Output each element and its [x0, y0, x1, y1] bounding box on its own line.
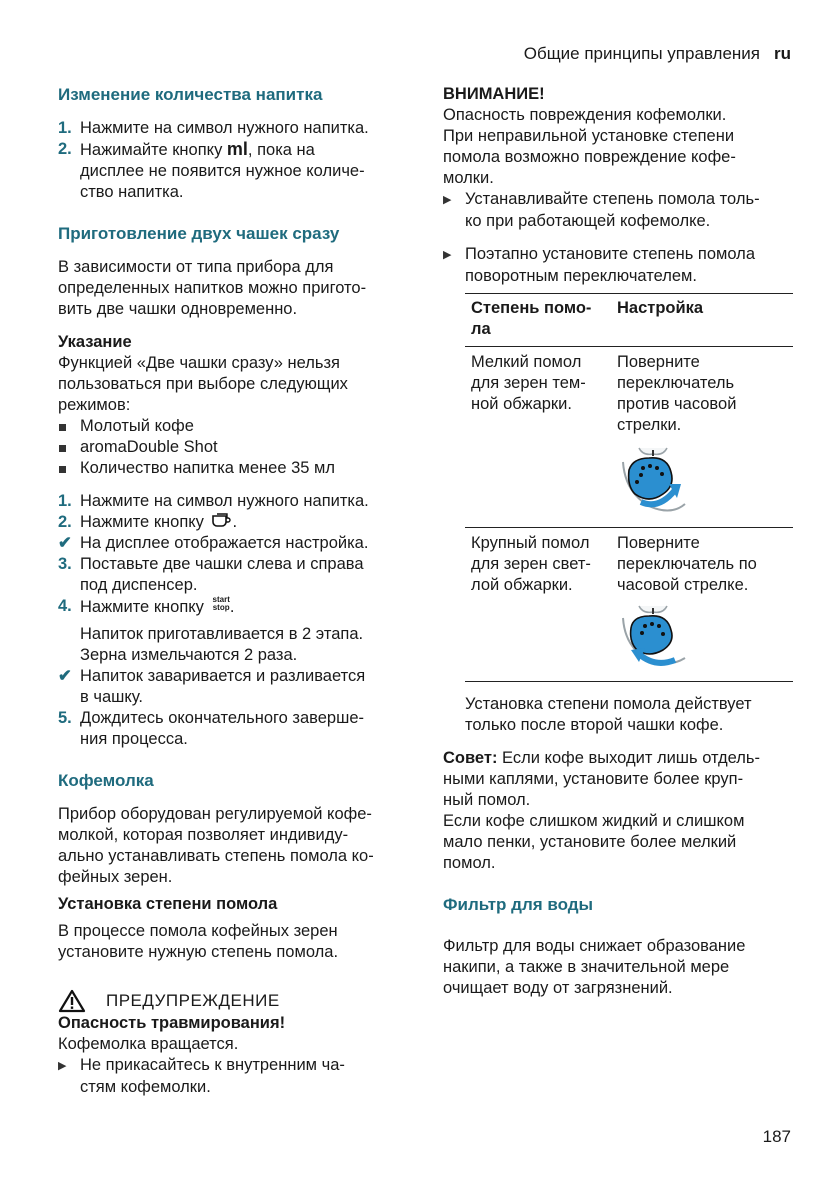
- section-title-volume: Изменение количества напитка: [58, 85, 323, 104]
- attention-title: ВНИМАНИЕ!: [443, 85, 545, 103]
- right-column: ВНИМАНИЕ! Опасность повреждения кофемолки. При неправильной установке степени помола возможно повреждение кофе- молки. ▶ Устанавливайте степень помола толь- ко при работающей кофемолке. ▶ Поэтапно установите степень помола поворотным переключателем. Степень помо- ла Настройка Мелкий помол для зерен тем- ной обжарки. Поверните переключатель против часовой стрелки. Крупный помол для зерен свет- лой обжарки. Поверните переключатель по часовой стрелке. Установка степени помола действует только после второй чашки кофе. Совет: Если кофе выходит лишь отдель- ными каплями, установите более круп- ный помол. Если кофе слишком жидкий и слишком мало пенки, установите более мелкий помол. Фильтр для воды Фильтр для воды снижает образование накипи, а также в значительной мере очищает воду от загрязнений.: [443, 84, 793, 999]
- section-title-grinder: Кофемолка: [58, 771, 154, 790]
- arrow-right-icon: ▶: [443, 249, 452, 261]
- list-item: 1. Нажмите на символ нужного напитка.: [58, 492, 369, 510]
- arrow-right-icon: ▶: [443, 194, 452, 206]
- list-item: ✔ Напиток заваривается и разливается: [58, 667, 366, 685]
- arrow-right-icon: ▶: [58, 1060, 67, 1072]
- list-item: ✔ На дисплее отображается настройка.: [58, 534, 369, 552]
- table-row: Мелкий помол для зерен тем- ной обжарки. Поверните переключатель против часовой стрелки.: [465, 347, 793, 528]
- grind-knob-counterclockwise-icon: [619, 444, 689, 516]
- list-item: Количество напитка менее 35 мл: [58, 458, 408, 479]
- list-item: 2. Нажмите кнопку .: [58, 513, 238, 531]
- note-title: Указание: [58, 333, 132, 351]
- list-item: ▶ Поэтапно установите степень помола: [443, 244, 793, 266]
- table-header: Степень помо- ла Настройка: [465, 294, 793, 347]
- list-item: ▶ Устанавливайте степень помола толь-: [443, 189, 793, 211]
- page-number: 187: [762, 1127, 791, 1146]
- page-header: [524, 44, 791, 64]
- list-item: 5. Дождитесь окончательного заверше-: [58, 709, 365, 727]
- list-item: 3. Поставьте две чашки слева и справа: [58, 555, 364, 573]
- grind-table: [465, 293, 793, 682]
- table-row: Крупный помол для зерен свет- лой обжарки. Поверните переключатель по часовой стрелке.: [465, 528, 793, 682]
- section-title-water-filter: Фильтр для воды: [443, 895, 594, 914]
- check-icon: ✔: [58, 667, 72, 685]
- start-stop-button-symbol: start stop: [212, 595, 230, 612]
- list-item: 2. Нажимайте кнопку ml, пока на: [58, 139, 315, 159]
- section-title-two-cups: Приготовление двух чашек сразу: [58, 224, 340, 243]
- header-title: Общие принципы управления: [523, 44, 760, 63]
- check-icon: ✔: [58, 534, 72, 552]
- list-item: aromaDouble Shot: [58, 437, 408, 458]
- list-item: ▶ Не прикасайтесь к внутренним ча-: [58, 1055, 408, 1077]
- warning-danger: Опасность травмирования!: [58, 1014, 286, 1032]
- warning-heading: ПРЕДУПРЕЖДЕНИЕ: [58, 989, 408, 1013]
- warning-triangle-icon: [58, 989, 86, 1013]
- list-item: 4. Нажмите кнопку start stop.: [58, 595, 235, 616]
- left-column: Изменение количества напитка 1. Нажмите на символ нужного напитка. 2. Нажимайте кнопку ml, пока на дисплее не появится нужное количе- ство напитка. Приготовление двух чашек сразу В зависимости от типа прибора для определенных напитков можно пригото- вить две чашки одновременно. Указание Функцией «Две чашки сразу» нельзя пользоваться при выборе следующих режимов: Молотый кофе aromaDouble Shot Количество напитка менее 35 мл 1. Нажмите на символ нужного напитка. 2. Нажмите кнопку . ✔ На дисплее отображается настройка. 3. Поставьте две чашки слева и справа под диспенсер. 4. Нажмите кнопку start stop. Напиток приготавливается в 2 этапа. Зерна измельчаются 2 раза. ✔ Напиток заваривается и разливается в чашку. 5. Дождитесь окончательного заверше- ния процесса. Кофемолка Прибор оборудован регулируемой кофе- молкой, которая позволяет индивиду- ально устанавливать степень помола ко- фейных зерен. Установка степени помола В процессе помола кофейных зерен установите нужную степень помола. ПРЕДУПРЕЖДЕНИЕ Опасность травмирования! Кофемолка вращается. ▶ Не прикасайтесь к внутренним ча- стям кофемолки.: [58, 84, 408, 1098]
- language-code: ru: [774, 44, 791, 63]
- list-item: 1. Нажмите на символ нужного напитка.: [58, 119, 369, 137]
- subsection-title-grind-level: Установка степени помола: [58, 895, 278, 913]
- ml-button-symbol: ml: [226, 139, 248, 159]
- tip-paragraph: Совет: Если кофе выходит лишь отдель-: [443, 749, 761, 767]
- grind-knob-clockwise-icon: [619, 604, 689, 670]
- two-cups-icon: [211, 513, 233, 529]
- list-item: Молотый кофе: [58, 416, 408, 437]
